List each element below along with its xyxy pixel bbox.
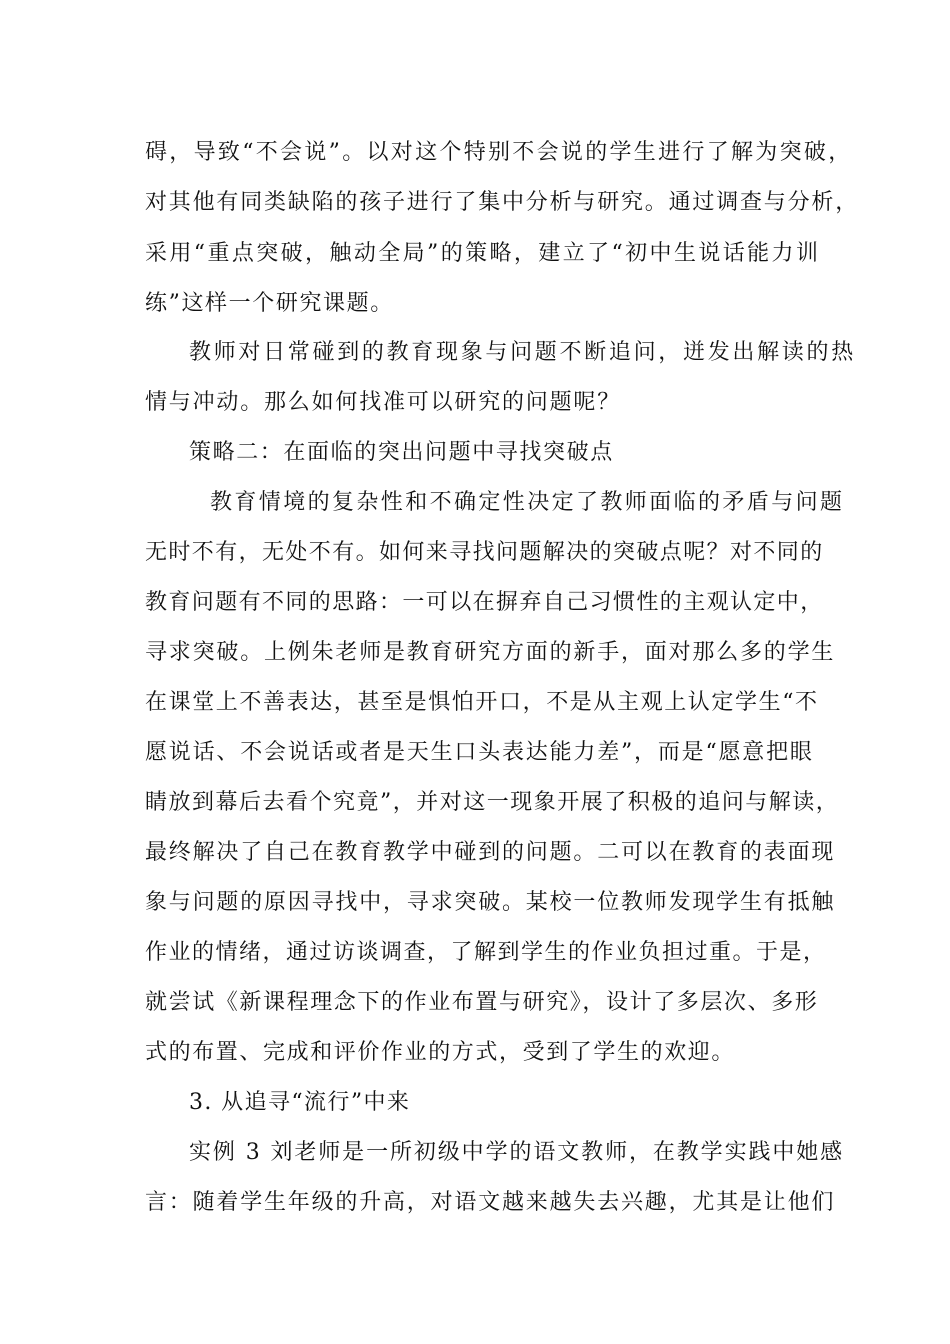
paragraph-3-line-3: 教育问题有不同的思路：一可以在摒弃自己习惯性的主观认定中， xyxy=(145,590,824,615)
paragraph-3-line-2: 无时不有，无处不有。如何来寻找问题解决的突破点呢？对不同的 xyxy=(145,540,824,565)
text-line-2: 对其他有同类缺陷的孩子进行了集中分析与研究。通过调查与分析， xyxy=(145,190,860,215)
paragraph-3-line-4: 寻求突破。上例朱老师是教育研究方面的新手，面对那么多的学生 xyxy=(145,640,836,665)
text-line-3: 采用“重点突破，触动全局”的策略，建立了“初中生说话能力训 xyxy=(145,241,821,266)
paragraph-3-line-6: 愿说话、不会说话或者是天生口头表达能力差”，而是“愿意把眼 xyxy=(145,740,814,765)
paragraph-3-line-5: 在课堂上不善表达，甚至是惧怕开口，不是从主观上认定学生“不 xyxy=(145,690,819,715)
text-line-4: 练”这样一个研究课题。 xyxy=(145,291,394,316)
paragraph-3-line-11: 就尝试《新课程理念下的作业布置与研究》，设计了多层次、多形 xyxy=(145,990,819,1015)
paragraph-2-line-1: 教师对日常碰到的教育现象与问题不断追问，迸发出解读的热 xyxy=(189,340,856,365)
paragraph-3-line-8: 最终解决了自己在教育教学中碰到的问题。二可以在教育的表面现 xyxy=(145,840,836,865)
section-heading-strategy-2: 策略二：在面临的突出问题中寻找突破点 xyxy=(189,440,614,465)
paragraph-3-line-9: 象与问题的原因寻找中，寻求突破。某校一位教师发现学生有抵触 xyxy=(145,890,836,915)
example-3-line-2: 言：随着学生年级的升高，对语文越来越失去兴趣，尤其是让他们 xyxy=(145,1190,836,1215)
paragraph-3-line-12: 式的布置、完成和评价作业的方式，受到了学生的欢迎。 xyxy=(145,1040,736,1065)
paragraph-2-line-2: 情与冲动。那么如何找准可以研究的问题呢？ xyxy=(145,390,622,415)
paragraph-3-line-7: 睛放到幕后去看个究竟”，并对这一现象开展了积极的追问与解读， xyxy=(145,790,840,815)
paragraph-3-line-1: 教育情境的复杂性和不确定性决定了教师面临的矛盾与问题 xyxy=(210,490,845,515)
example-3-line-1: 实例 3 刘老师是一所初级中学的语文教师，在教学实践中她感 xyxy=(189,1140,845,1165)
paragraph-3-line-10: 作业的情绪，通过访谈调查，了解到学生的作业负担过重。于是， xyxy=(145,940,827,965)
text-line-1: 碍，导致“不会说”。以对这个特别不会说的学生进行了解为突破， xyxy=(145,140,853,165)
section-heading-3: 3. 从追寻“流行”中来 xyxy=(189,1090,411,1115)
